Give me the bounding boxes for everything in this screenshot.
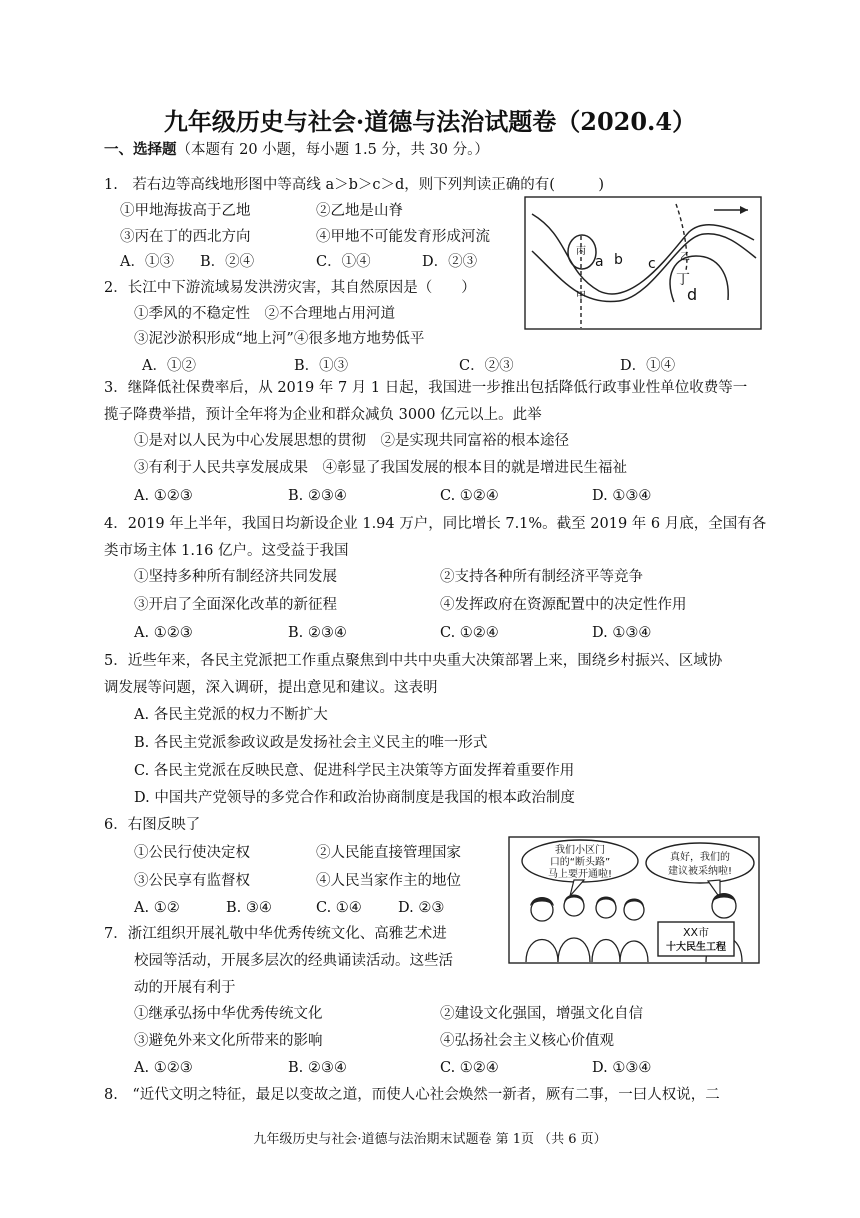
q7-choice-c: C. ①②④	[440, 1060, 499, 1076]
q7-option-3: ③避免外来文化所带来的影响	[134, 1033, 323, 1049]
page-footer: 九年级历史与社会·道德与法治期末试题卷 第 1页 （共 6 页）	[253, 1132, 607, 1147]
map-label-jia: 甲	[576, 291, 586, 302]
q5-option-c: C. 各民主党派在反映民意、促进科学民主决策等方面发挥着重要作用	[134, 763, 575, 779]
q6-option-4: ④人民当家作主的地位	[316, 873, 461, 889]
q6-option-2: ②人民能直接管理国家	[316, 845, 461, 861]
q5-option-d: D. 中国共产党领导的多党合作和政治协商制度是我国的根本政治制度	[134, 790, 575, 806]
q7-stem-line1: 7．浙江组织开展礼敬中华优秀传统文化、高雅艺术进	[104, 926, 447, 942]
q3-choice-a: A. ①②③	[134, 488, 193, 504]
map-label-c: c	[648, 256, 656, 272]
q1-choice-c: C．①④	[316, 254, 371, 270]
q7-option-4: ④弘扬社会主义核心价值观	[440, 1033, 614, 1049]
q4-choice-b: B. ②③④	[288, 625, 347, 641]
q6-option-3: ③公民享有监督权	[134, 873, 250, 889]
q7-choice-a: A. ①②③	[134, 1060, 193, 1076]
q2-choice-b: B．①③	[294, 358, 349, 374]
q1-choice-b: B．②④	[200, 254, 255, 270]
q7-choice-d: D. ①③④	[592, 1060, 652, 1076]
map-label-ding: 丁	[676, 272, 690, 288]
q1-option-1: ①甲地海拔高于乙地	[120, 203, 251, 219]
q7-option-2: ②建设文化强国，增强文化自信	[440, 1006, 643, 1022]
q6-choice-b: B. ③④	[226, 900, 272, 916]
map-label-a: a	[595, 254, 604, 270]
q1-option-4: ④甲地不可能发育形成河流	[316, 229, 490, 245]
sign-line1: XX市	[682, 926, 710, 939]
q8-stem: 8. “近代文明之特征，最足以变故之道，而使人心社会焕然一新者，厥有二事，一曰人权说，二	[104, 1087, 720, 1103]
q1-choice-a: A．①③	[120, 254, 174, 270]
q1-option-3: ③丙在丁的西北方向	[120, 229, 251, 245]
q2-options-line1: ①季风的不稳定性 ②不合理地占用河道	[134, 306, 395, 322]
section-heading: 一、选择题	[104, 141, 177, 158]
q4-option-3: ③开启了全面深化改革的新征程	[134, 597, 337, 613]
cartoon-figure	[508, 836, 760, 964]
q3-stem-line2: 揽子降费举措，预计全年将为企业和群众减负 3000 亿元以上。此举	[104, 407, 542, 423]
contour-map-figure	[524, 196, 762, 330]
q1-stem: 1. 若右边等高线地形图中等高线 a＞b＞c＞d，则下列判读正确的有( )	[104, 177, 605, 193]
bubble-left-line1: 我们小区门	[555, 845, 605, 856]
bubble-left-line3: 马上要开通啦!	[547, 869, 613, 880]
q6-option-1: ①公民行使决定权	[134, 845, 250, 861]
bubble-right-line1: 真好，我们的	[670, 852, 730, 863]
q4-option-4: ④发挥政府在资源配置中的决定性作用	[440, 597, 687, 613]
q1-option-2: ②乙地是山脊	[316, 203, 403, 219]
q2-choice-c: C．②③	[459, 358, 514, 374]
q4-stem-line1: 4．2019 年上半年，我国日均新设企业 1.94 万户，同比增长 7.1%。截至 2019 年 6 月底，全国有各	[104, 516, 767, 532]
q2-options-line2: ③泥沙淤积形成“地上河”④很多地方地势低平	[134, 331, 425, 347]
section-header	[104, 140, 489, 160]
q3-options-line2: ③有利于人民共享发展成果 ④彰显了我国发展的根本目的就是增进民生福祉	[134, 460, 627, 476]
q7-stem-line3: 动的开展有利于	[134, 980, 236, 996]
q7-choice-b: B. ②③④	[288, 1060, 347, 1076]
sign-line2: 十大民生工程	[666, 942, 726, 953]
q6-choice-d: D. ②③	[398, 900, 445, 916]
q7-option-1: ①继承弘扬中华优秀传统文化	[134, 1006, 323, 1022]
q6-stem: 6．右图反映了	[104, 817, 201, 833]
page-title: 九年级历史与社会·道德与法治试题卷（2020.4）	[163, 107, 697, 136]
map-label-yi: 乙	[680, 252, 690, 263]
q5-stem-line2: 调发展等问题，深入调研，提出意见和建议。这表明	[104, 680, 438, 696]
q2-choice-a: A．①②	[142, 358, 196, 374]
q3-stem-line1: 3．继降低社保费率后，从 2019 年 7 月 1 日起，我国进一步推出包括降低行政事业性单位收费等一	[104, 380, 748, 396]
q5-option-a: A. 各民主党派的权力不断扩大	[134, 707, 328, 723]
q3-choice-d: D. ①③④	[592, 488, 652, 504]
section-note: （本题有 20 小题，每小题 1.5 分，共 30 分。）	[176, 142, 489, 158]
q5-stem-line1: 5．近些年来，各民主党派把工作重点聚焦到中共中央重大决策部署上来，围绕乡村振兴、区域协	[104, 653, 723, 669]
q3-choice-b: B. ②③④	[288, 488, 347, 504]
map-label-bing: 丙	[576, 246, 586, 257]
q6-choice-c: C. ①④	[316, 900, 362, 916]
q4-stem-line2: 类市场主体 1.16 亿户。这受益于我国	[104, 543, 349, 559]
q2-stem: 2．长江中下游流域易发洪涝灾害，其自然原因是（ ）	[104, 280, 476, 296]
q3-choice-c: C. ①②④	[440, 488, 499, 504]
q7-stem-line2: 校园等活动，开展多层次的经典诵读活动。这些活	[134, 953, 453, 969]
bubble-right-line2: 建议被采纳啦!	[667, 866, 733, 877]
q4-choice-c: C. ①②④	[440, 625, 499, 641]
q3-options-line1: ①是对以人民为中心发展思想的贯彻 ②是实现共同富裕的根本途径	[134, 433, 569, 449]
q4-option-1: ①坚持多种所有制经济共同发展	[134, 569, 337, 585]
q4-choice-d: D. ①③④	[592, 625, 652, 641]
q5-option-b: B. 各民主党派参政议政是发扬社会主义民主的唯一形式	[134, 735, 488, 751]
map-label-b: b	[614, 252, 623, 268]
map-label-d: d	[687, 285, 698, 304]
q1-choice-d: D．②③	[422, 254, 478, 270]
q4-option-2: ②支持各种所有制经济平等竞争	[440, 569, 643, 585]
q2-choice-d: D．①④	[620, 358, 676, 374]
q4-choice-a: A. ①②③	[134, 625, 193, 641]
bubble-left-line2: 口的“断头路”	[549, 857, 611, 868]
q6-choice-a: A. ①②	[134, 900, 180, 916]
